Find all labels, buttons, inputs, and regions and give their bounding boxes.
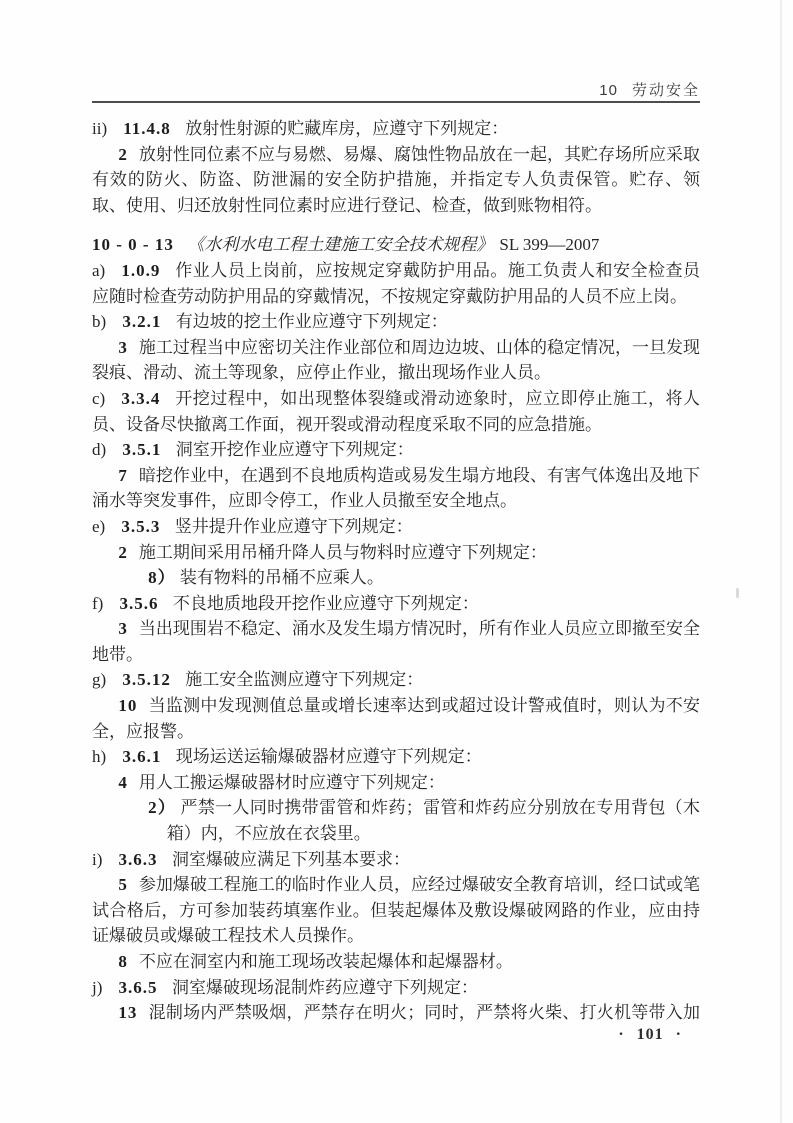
clause-row [92,258,700,309]
clause-number: 3.5.1 [122,440,162,460]
clause-label: a) [92,260,106,280]
clause-label: c) [92,388,106,408]
subitem-number: 10 [118,696,138,716]
standard-title: 《水利水电工程土建施工安全技术规程》 [187,235,494,255]
clause-label: d) [92,440,107,460]
subitem-number: 4 [118,772,128,792]
subitem-number: 2 [118,144,128,164]
subsubitem-number: 8） [148,568,176,588]
clause-row [92,667,700,693]
clause-label: j) [92,977,103,997]
clause-label: b) [92,312,107,332]
clause-text: 作业人员上岗前，应按规定穿戴防护用品。施工负责人和安全检查员应随时检查劳动防护用品的穿戴情况，不按规定穿戴防护用品的人员不应上岗。 [92,260,700,306]
subitem-number: 2 [118,542,128,562]
clause-row [92,116,700,142]
header-rule [92,101,700,103]
clause-label: f) [92,593,104,613]
clause-number: 3.5.3 [121,516,161,536]
scan-edge-artifact [780,0,782,1123]
subitem-number: 13 [118,1003,138,1023]
standard-reference-row [92,232,700,258]
clause-subitem [92,872,700,949]
clause-row [92,437,700,463]
subitem-text: 参加爆破工程施工的临时作业人员，应经过爆破安全教育培训，经口试或笔试合格后，方可参加装药填塞作业。但装起爆体及敷设爆破网路的作业，应由持证爆破员或爆破工程技术人员操作。 [92,875,700,946]
clause-text: 洞室爆破应满足下列基本要求： [171,849,410,869]
clause-subitem [92,770,700,796]
clause-subitem [92,949,700,975]
clause-label: e) [92,516,106,536]
subitem-text: 不应在洞室内和施工现场改装起爆体和起爆器材。 [138,952,513,971]
clause-text: 现场运送运输爆破器材应遵守下列规定： [175,747,482,767]
clause-text: 放射性射源的贮藏库房，应遵守下列规定： [185,119,509,138]
subitem-text: 混制场内严禁吸烟，严禁存在明火；同时，严禁将火柴、打火机等带入加 [148,1003,700,1023]
clause-number: 3.5.6 [119,593,159,613]
scan-speck-artifact [736,588,739,598]
clause-subitem [92,693,700,744]
clause-row [92,514,700,540]
clause-number: 3.6.1 [122,747,162,767]
clause-label: i) [92,849,103,869]
clause-number: 3.3.4 [121,388,161,408]
clause-number: 3.6.3 [118,849,158,869]
subitem-text: 施工过程当中应密切关注作业部位和周边边坡、山体的稳定情况，一旦发现裂痕、滑动、流土等现象，应停止作业，撤出现场作业人员。 [92,337,700,383]
page-body [92,116,700,1026]
subsubitem-text: 装有物料的吊桶不应乘人。 [179,568,384,588]
clause-subsubitem [148,565,700,591]
clause-subitem [92,142,700,219]
page-number: · 101 · [618,1026,682,1043]
subitem-number: 8 [118,952,128,971]
clause-text: 不良地质地段开挖作业应遵守下列规定： [172,593,479,613]
clause-number: 3.6.5 [118,977,158,997]
subitem-text: 暗挖作业中，在遇到不良地质构造或易发生塌方地段、有害气体逸出及地下涌水等突发事件，应即令停工，作业人员撤至安全地点。 [92,465,700,511]
clause-text: 竖井提升作业应遵守下列规定： [174,516,413,536]
clause-row [92,386,700,437]
clause-row [92,591,700,617]
subitem-text: 用人工搬运爆破器材时应遵守下列规定： [138,772,445,792]
chapter-number: 10 [599,82,618,99]
subitem-text: 当监测中发现测值总量或增长速率达到或超过设计警戒值时，则认为不安全，应报警。 [92,696,700,741]
subitem-text: 当出现围岩不稳定、涌水及发生塌方情况时，所有作业人员应立即撤至安全地带。 [92,619,700,664]
subsubitem-text: 严禁一人同时携带雷管和炸药；雷管和炸药应分别放在专用背包（木箱）内，不应放在衣袋里。 [166,798,701,844]
clause-subitem [92,335,700,386]
clause-label: g) [92,670,107,690]
clause-text: 开挖过程中，如出现整体裂缝或滑动迹象时，应立即停止施工，将人员、设备尽快撤离工作面，视开裂或滑动程度采取不同的应急措施。 [92,388,700,434]
clause-row [92,847,700,873]
clause-number: 11.4.8 [123,119,171,138]
standard-code: SL 399—2007 [499,235,600,255]
standard-entry-number: 10 - 0 - 13 [92,235,174,255]
clause-number: 3.5.12 [122,670,171,690]
clause-label: ii) [92,119,108,138]
clause-subitem [92,540,700,566]
clause-label: h) [92,747,107,767]
clause-text: 洞室开挖作业应遵守下列规定： [175,440,414,460]
clause-text: 有边坡的挖土作业应遵守下列规定： [175,312,448,332]
clause-row [92,975,700,1001]
subitem-number: 5 [118,875,128,895]
clause-subitem [92,463,700,514]
subitem-number: 7 [118,465,128,485]
clause-subitem [92,1000,700,1026]
clause-number: 1.0.9 [121,260,161,280]
subitem-number: 3 [118,337,128,357]
clause-row [92,309,700,335]
page-footer [0,1026,682,1044]
chapter-title: 劳动安全 [631,82,700,99]
subitem-text: 施工期间采用吊桶升降人员与物料时应遵守下列规定： [138,542,547,562]
clause-row [92,744,700,770]
clause-text: 洞室爆破现场混制炸药应遵守下列规定： [171,977,478,997]
subitem-number: 3 [118,619,128,639]
subsubitem-number: 2） [148,798,177,818]
clause-number: 3.2.1 [122,312,162,332]
clause-subitem [92,616,700,667]
running-header [92,79,700,100]
clause-subsubitem [148,795,701,846]
subitem-text: 放射性同位素不应与易燃、易爆、腐蚀性物品放在一起，其贮存场所应采取有效的防火、防盗、防泄漏的安全防护措施，并指定专人负责保管。贮存、领取、使用、归还放射性同位素时应进行登记、检查，做到账物相符。 [92,144,700,215]
clause-text: 施工安全监测应遵守下列规定： [185,670,424,690]
